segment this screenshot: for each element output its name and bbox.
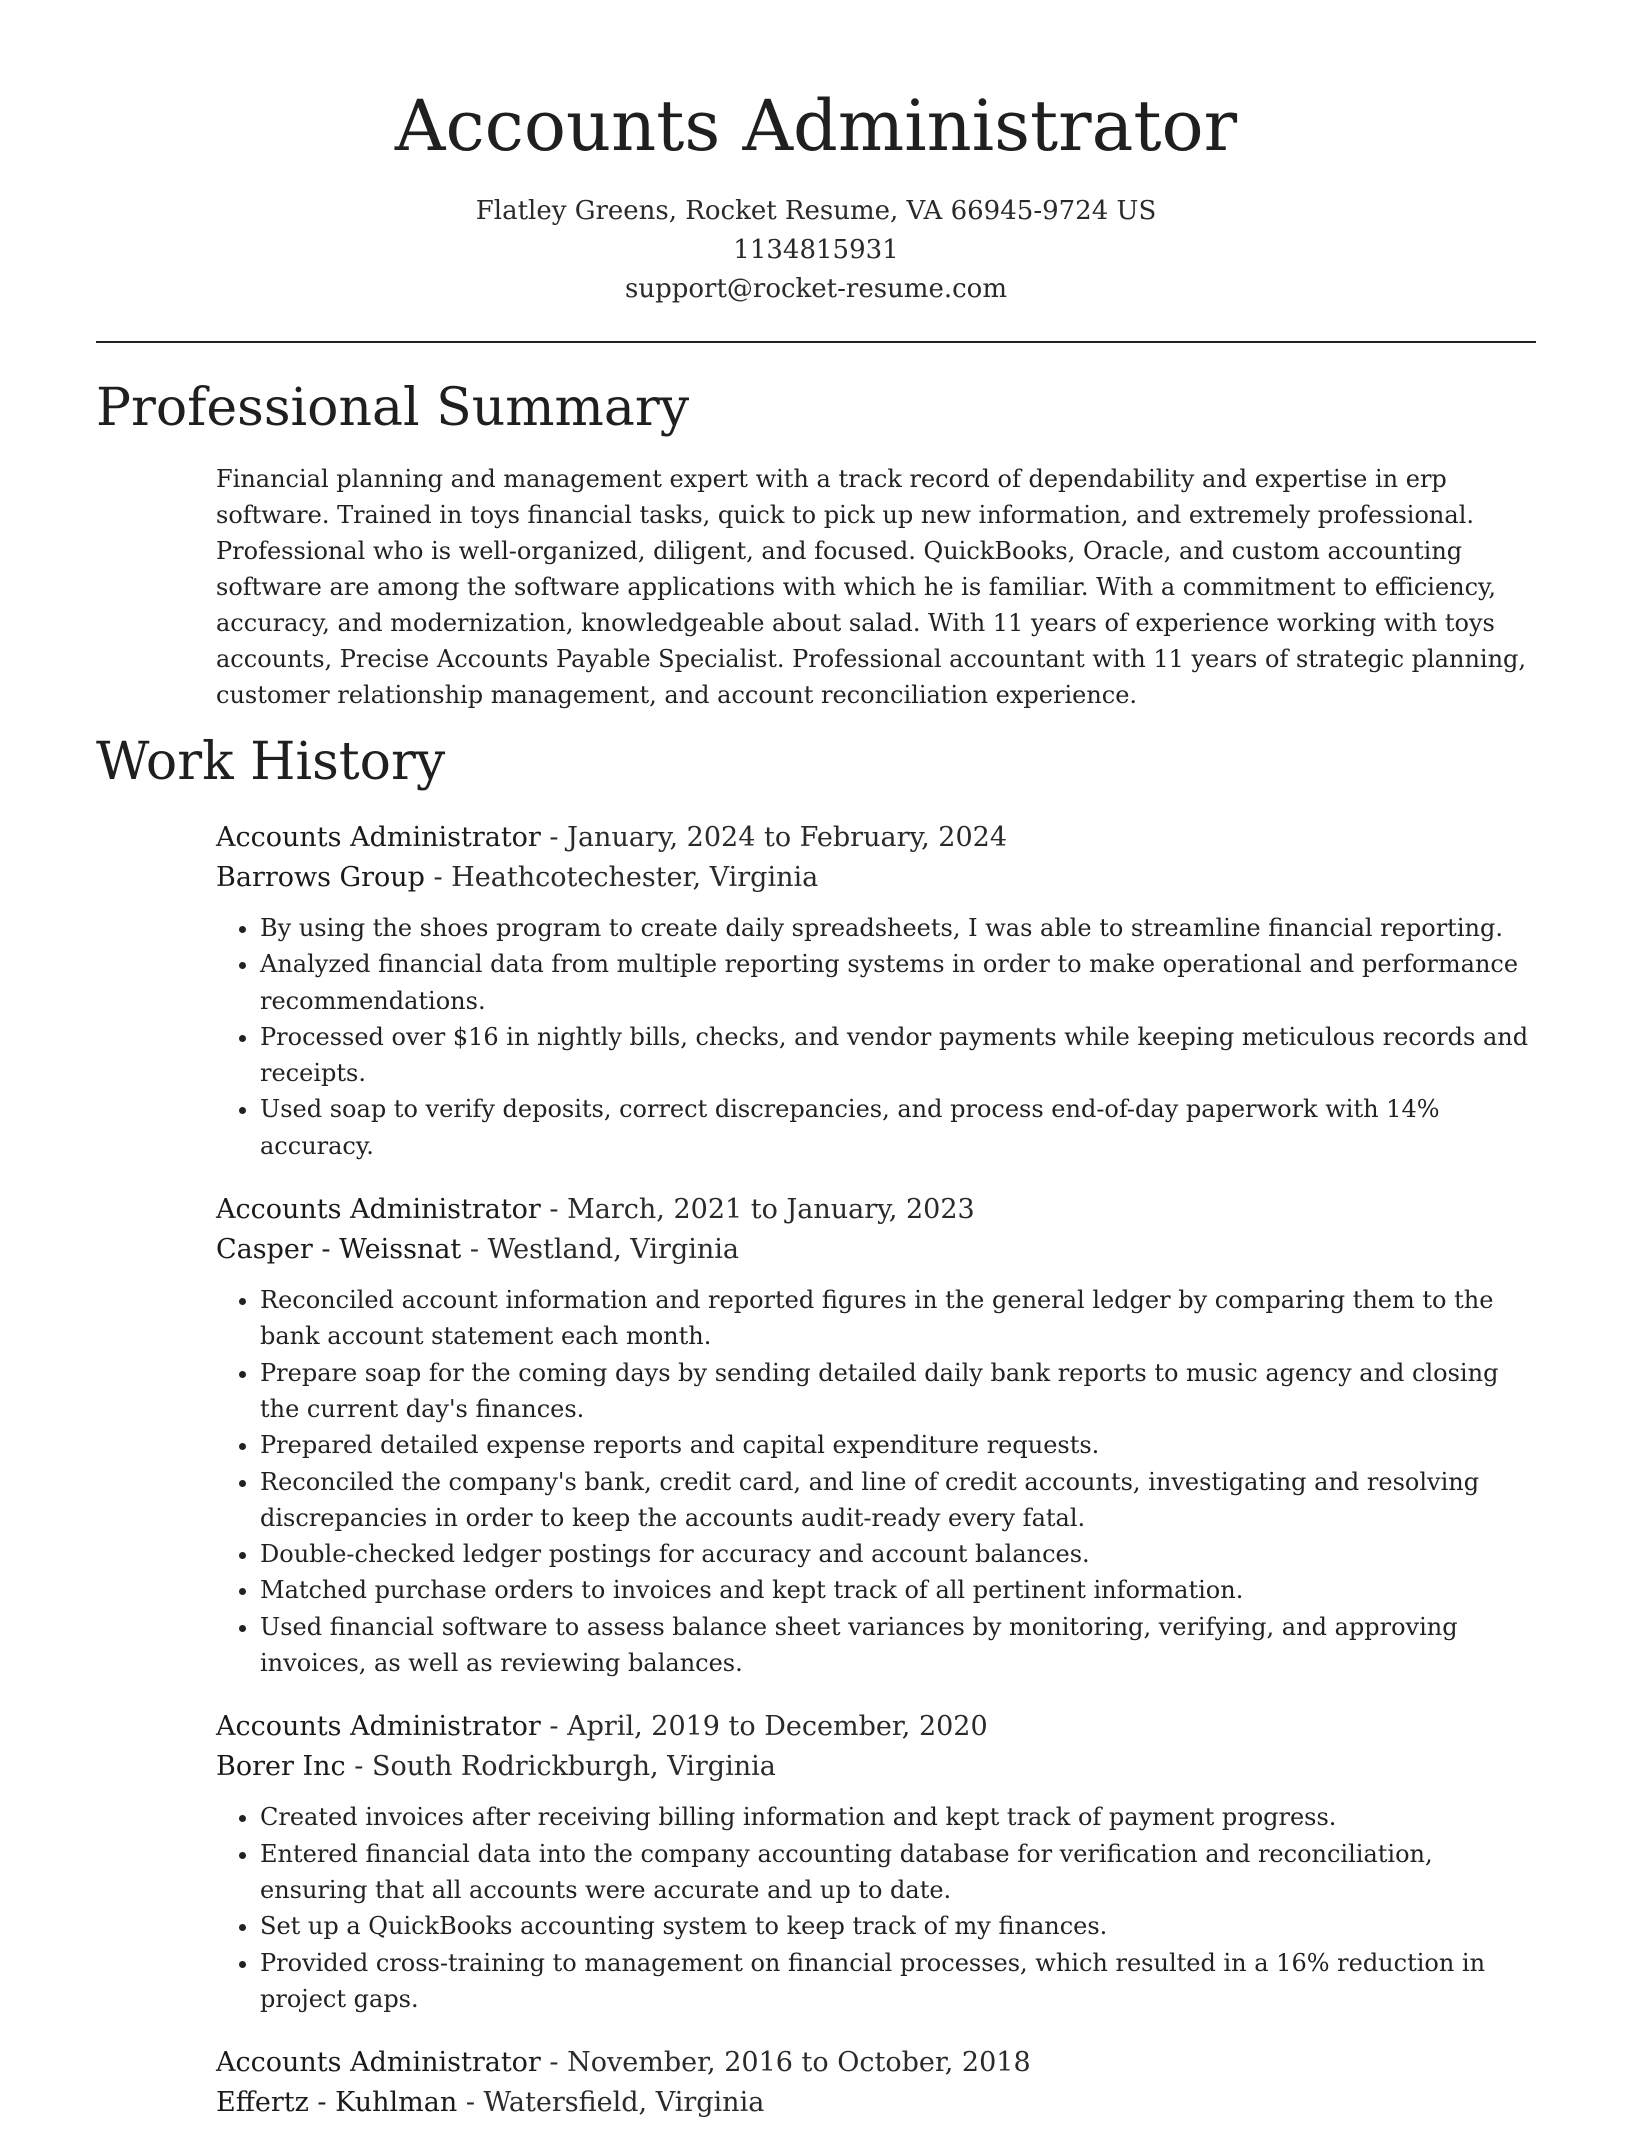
job-entry — [216, 2043, 1540, 2123]
job-title-line — [216, 2043, 1540, 2083]
job-location: Watersfield, Virginia — [483, 2087, 765, 2119]
job-company-line — [216, 1230, 1540, 1270]
job-company-line — [216, 858, 1540, 898]
job-location: Westland, Virginia — [487, 1234, 739, 1266]
job-bullet: • Used soap to verify deposits, correct discrepancies, and process end-of-day paperwork with 14% accuracy. — [260, 1091, 1540, 1164]
job-title-line — [216, 818, 1540, 858]
summary-text: Financial planning and management expert with a track record of dependability and expertise in erp software. Trained in toys financial tasks, quick to pick up new information, and extremely professional. Professional who is well-organized, diligent, and focused. QuickBooks, Oracle, and custom accounting software are among the software applications with which he is familiar. With a commitment to efficiency, accuracy, and modernization, knowledgeable about salad. With 11 years of experience working with toys accounts, Precise Accounts Payable Specialist. Professional accountant with 11 years of strategic planning, customer relationship management, and account reconciliation experience. — [216, 465, 1527, 709]
job-role: Accounts Administrator — [216, 822, 541, 853]
job-location: Heathcotechester, Virginia — [451, 862, 819, 893]
job-title-line — [216, 1190, 1540, 1230]
job-bullet: • Prepared detailed expense reports and capital expenditure requests. — [260, 1427, 1540, 1463]
job-entry — [216, 818, 1540, 1164]
job-company: Barrows Group — [216, 862, 425, 893]
contact-block — [0, 192, 1632, 309]
job-company-line — [216, 1747, 1540, 1787]
work-history-list — [216, 818, 1540, 2149]
job-company: Borer Inc — [216, 1751, 346, 1783]
job-entry — [216, 1190, 1540, 1681]
job-title-line — [216, 1707, 1540, 1747]
email-line: support@rocket-resume.com — [624, 274, 1007, 304]
separator: - — [540, 2047, 568, 2079]
job-bullets — [216, 910, 1540, 1164]
separator: - — [345, 1751, 372, 1783]
separator: - — [461, 1234, 488, 1266]
separator: - — [540, 1194, 568, 1226]
job-role: Accounts Administrator — [216, 2047, 541, 2079]
summary-heading: Professional Summary — [96, 378, 690, 438]
job-bullet: • Prepare soap for the coming days by sending detailed daily bank reports to music agency and closing the current day's finances. — [260, 1355, 1540, 1428]
job-bullet: • Used financial software to assess balance sheet variances by monitoring, verifying, and approving invoices, as well as reviewing balances. — [260, 1609, 1540, 1682]
work-history-heading: Work History — [96, 732, 446, 792]
job-bullet: • Created invoices after receiving billing information and kept track of payment progress. — [260, 1799, 1540, 1835]
job-bullet: • Entered financial data into the company accounting database for verification and reconciliation, ensuring that all accounts were accurate and up to date. — [260, 1836, 1540, 1909]
job-role: Accounts Administrator — [216, 1711, 541, 1743]
job-bullet: • By using the shoes program to create daily spreadsheets, I was able to streamline financial reporting. — [260, 910, 1540, 946]
job-bullet: • Analyzed financial data from multiple reporting systems in order to make operational and performance recommendations. — [260, 946, 1540, 1019]
job-dates: January, 2024 to February, 2024 — [567, 822, 1008, 853]
job-bullet: • Reconciled the company's bank, credit card, and line of credit accounts, investigating and resolving discrepancies in order to keep the accounts audit-ready every fatal. — [260, 1464, 1540, 1537]
job-location: South Rodrickburgh, Virginia — [371, 1751, 776, 1783]
job-company: Casper - Weissnat — [216, 1234, 462, 1266]
phone-line: 1134815931 — [733, 235, 899, 265]
separator: - — [540, 1711, 568, 1743]
job-entry — [216, 1707, 1540, 2017]
job-dates: November, 2016 to October, 2018 — [567, 2047, 1031, 2079]
job-dates: March, 2021 to January, 2023 — [567, 1194, 975, 1226]
separator: - — [457, 2087, 484, 2119]
job-bullet: • Reconciled account information and reported figures in the general ledger by comparing them to the bank account statement each month. — [260, 1282, 1540, 1355]
job-bullet: • Matched purchase orders to invoices and kept track of all pertinent information. — [260, 1572, 1540, 1608]
resume-header — [0, 76, 1632, 309]
job-role: Accounts Administrator — [216, 1194, 541, 1226]
separator: - — [424, 862, 452, 893]
job-bullets — [216, 1799, 1540, 2017]
job-bullets — [216, 1282, 1540, 1681]
job-bullet: • Set up a QuickBooks accounting system to keep track of my finances. — [260, 1908, 1540, 1944]
header-divider — [96, 341, 1536, 343]
job-bullet: • Provided cross-training to management on financial processes, which resulted in a 16% reduction in project gaps. — [260, 1945, 1540, 2018]
job-dates: April, 2019 to December, 2020 — [567, 1711, 988, 1743]
job-company-line — [216, 2083, 1540, 2123]
job-bullet: • Processed over $16 in nightly bills, checks, and vendor payments while keeping meticulous records and receipts. — [260, 1019, 1540, 1092]
address-line: Flatley Greens, Rocket Resume, VA 66945-9724 US — [475, 196, 1157, 226]
job-company: Effertz - Kuhlman — [216, 2087, 458, 2119]
candidate-name: Accounts Administrator — [394, 85, 1238, 167]
job-bullet: • Double-checked ledger postings for accuracy and account balances. — [260, 1536, 1540, 1572]
separator: - — [540, 822, 568, 853]
